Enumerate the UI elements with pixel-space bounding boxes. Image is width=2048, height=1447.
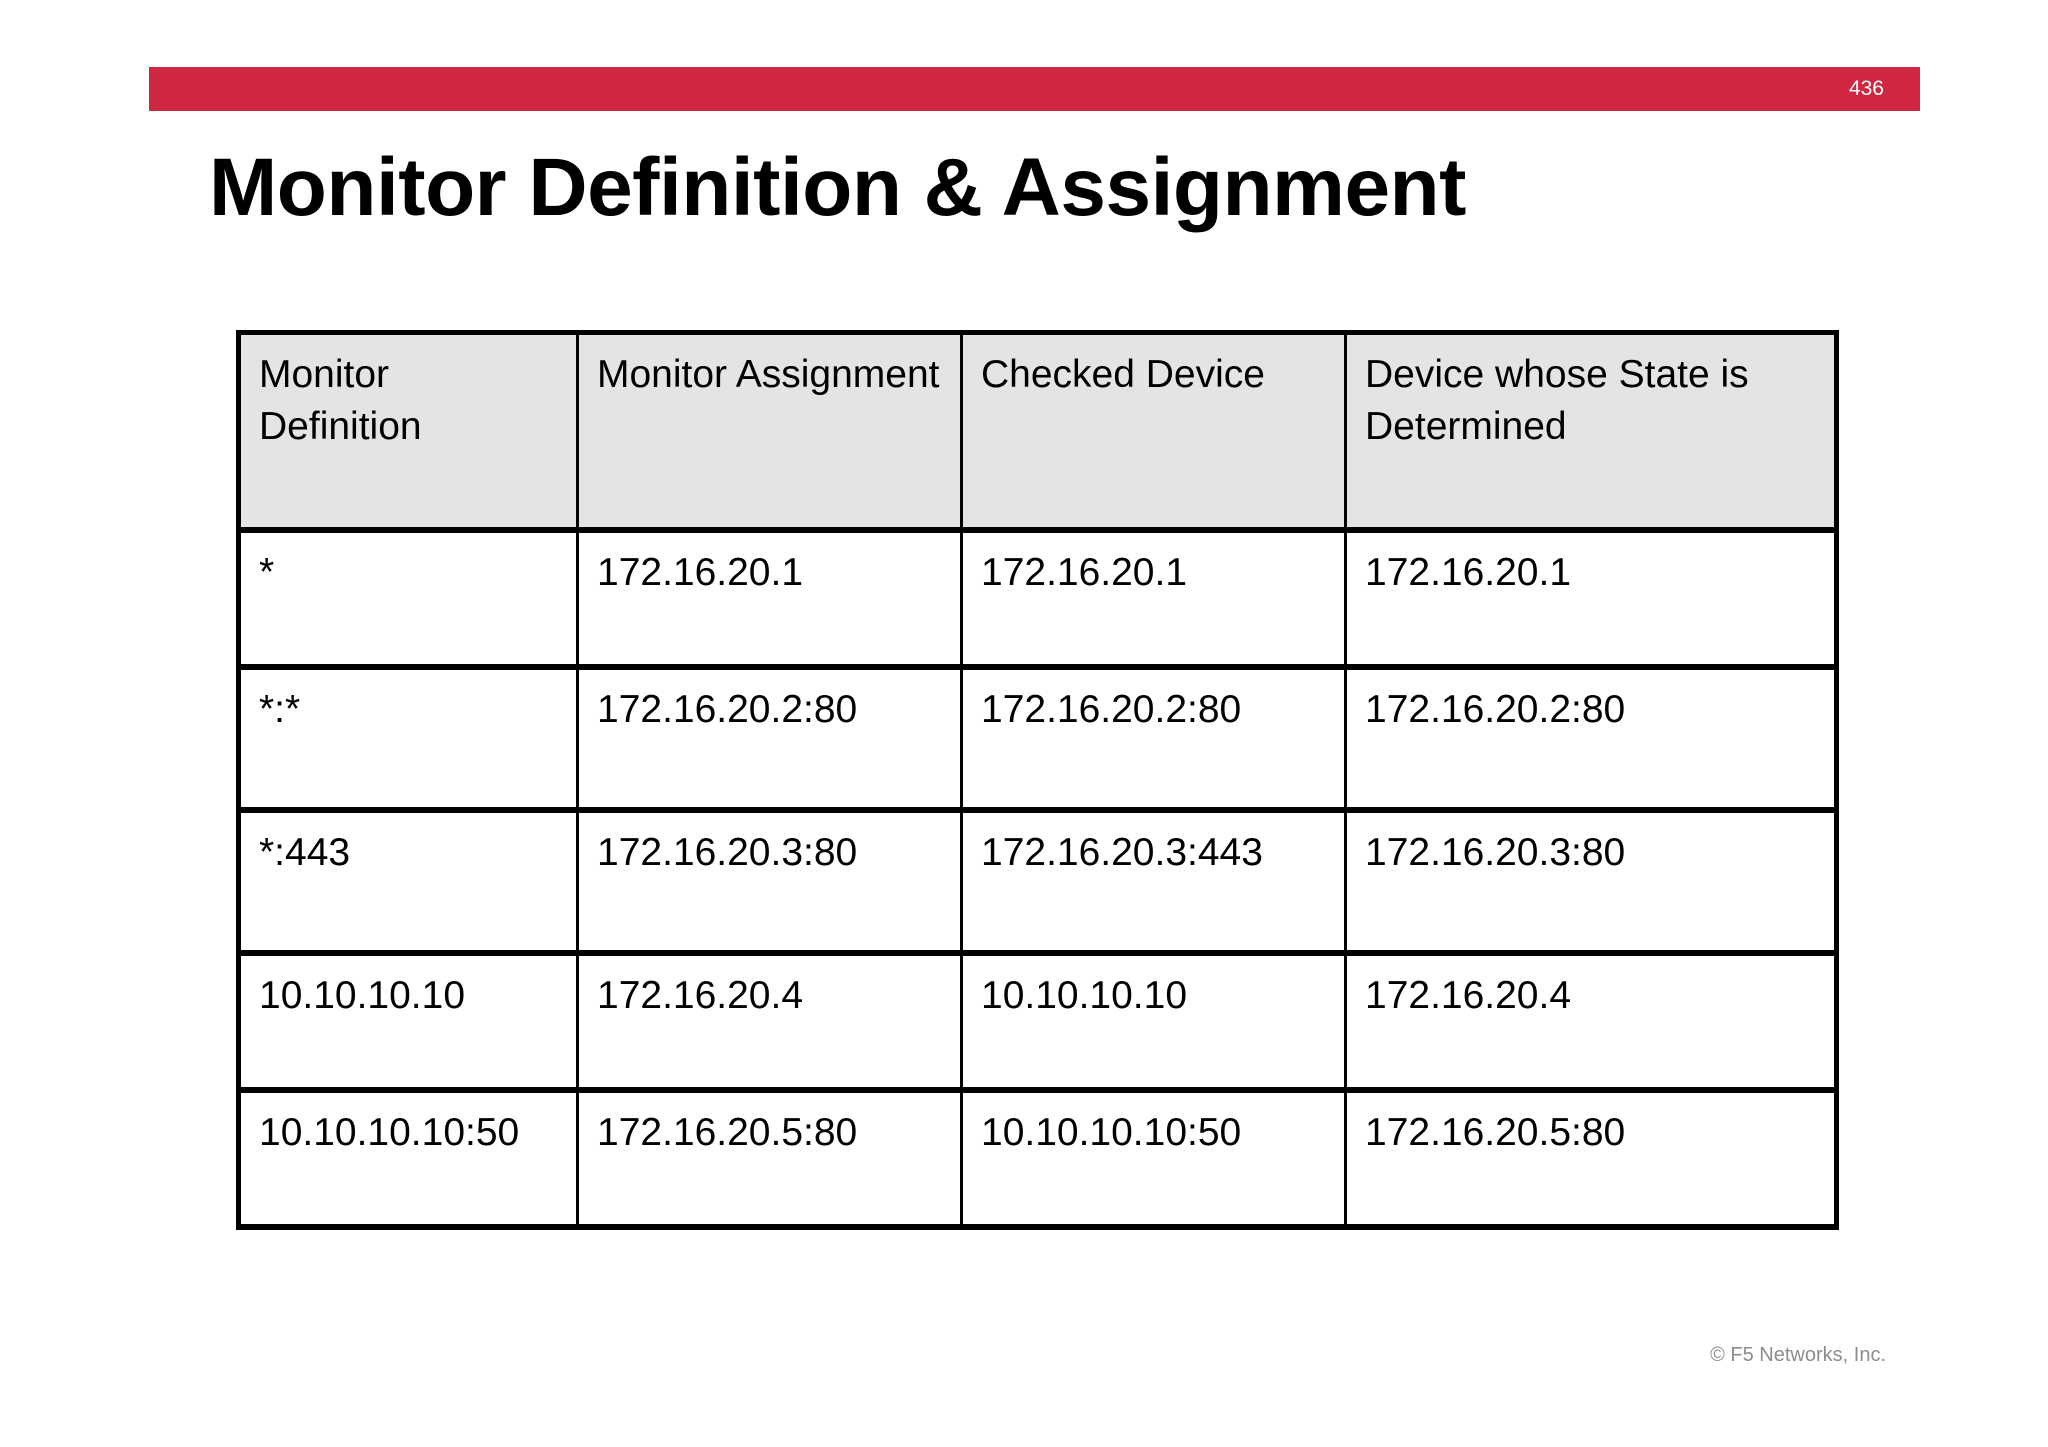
table-cell: 10.10.10.10 bbox=[239, 953, 578, 1090]
monitor-table-container bbox=[236, 330, 1834, 1230]
table-cell: * bbox=[239, 530, 578, 667]
table-cell: 172.16.20.5:80 bbox=[1346, 1090, 1837, 1227]
header-monitor-assignment: Monitor Assignment bbox=[578, 333, 962, 531]
copyright-notice: © F5 Networks, Inc. bbox=[1710, 1344, 1886, 1366]
table-cell: 172.16.20.5:80 bbox=[578, 1090, 962, 1227]
table-cell: 10.10.10.10 bbox=[962, 953, 1346, 1090]
header-checked-device: Checked Device bbox=[962, 333, 1346, 531]
table-cell: 172.16.20.2:80 bbox=[578, 667, 962, 810]
table-row bbox=[239, 810, 1837, 953]
monitor-table bbox=[236, 330, 1839, 1230]
table-header-row bbox=[239, 333, 1837, 531]
top-accent-bar bbox=[149, 67, 1920, 111]
table-cell: 172.16.20.1 bbox=[1346, 530, 1837, 667]
table-row bbox=[239, 530, 1837, 667]
table-row bbox=[239, 953, 1837, 1090]
table-cell: 172.16.20.1 bbox=[578, 530, 962, 667]
table-cell: 172.16.20.2:80 bbox=[1346, 667, 1837, 810]
slide-title: Monitor Definition & Assignment bbox=[209, 142, 1466, 233]
table-cell: 172.16.20.3:80 bbox=[578, 810, 962, 953]
header-monitor-definition: Monitor Definition bbox=[239, 333, 578, 531]
table-cell: 172.16.20.3:80 bbox=[1346, 810, 1837, 953]
table-row bbox=[239, 667, 1837, 810]
table-row bbox=[239, 1090, 1837, 1227]
table-cell: 10.10.10.10:50 bbox=[239, 1090, 578, 1227]
header-device-state-determined: Device whose State is Determined bbox=[1346, 333, 1837, 531]
table-cell: 172.16.20.1 bbox=[962, 530, 1346, 667]
page-number: 436 bbox=[1848, 77, 1884, 100]
table-cell: 172.16.20.3:443 bbox=[962, 810, 1346, 953]
table-cell: 10.10.10.10:50 bbox=[962, 1090, 1346, 1227]
table-cell: 172.16.20.2:80 bbox=[962, 667, 1346, 810]
table-cell: 172.16.20.4 bbox=[1346, 953, 1837, 1090]
table-cell: *:443 bbox=[239, 810, 578, 953]
table-cell: 172.16.20.4 bbox=[578, 953, 962, 1090]
table-cell: *:* bbox=[239, 667, 578, 810]
